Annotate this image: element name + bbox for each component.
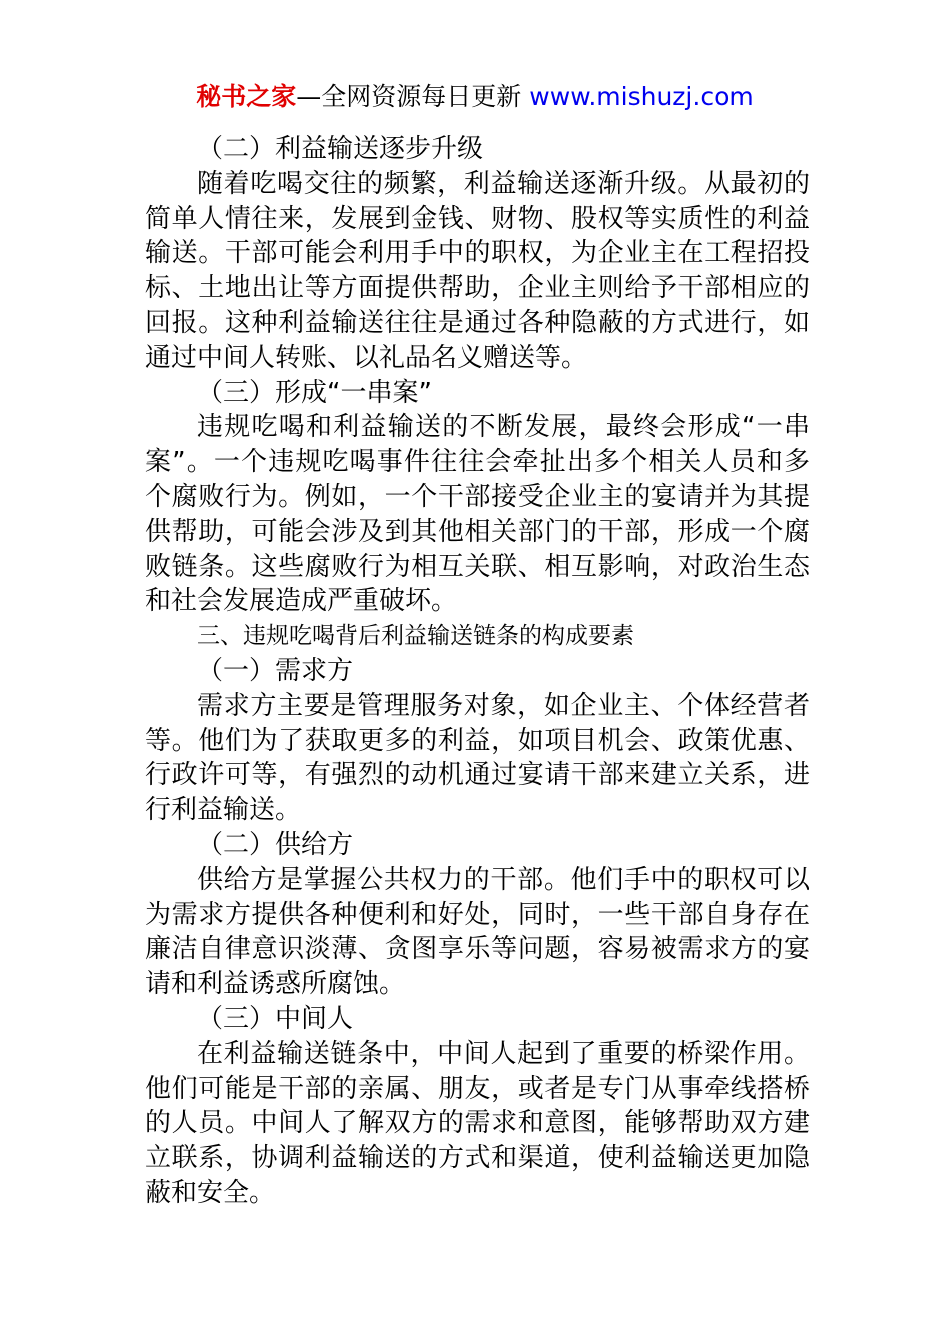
paragraph-line: 随着吃喝交往的频繁，利益输送逐渐升级。从最初的 (197, 168, 810, 199)
paragraph-line: 的人员。中间人了解双方的需求和意图，能够帮助双方建 (145, 1108, 810, 1139)
paragraph-line: 等。他们为了获取更多的利益，如项目机会、政策优惠、 (145, 725, 810, 756)
site-url-link[interactable]: www.mishuzj.com (529, 82, 754, 111)
paragraph-line: 供帮助，可能会涉及到其他相关部门的干部，形成一个腐 (145, 516, 810, 547)
paragraph-line: 标、土地出让等方面提供帮助，企业主则给予干部相应的 (145, 273, 810, 304)
page-header (0, 80, 950, 114)
paragraph-line: 蔽和安全。 (145, 1177, 276, 1208)
section-heading: 三、违规吃喝背后利益输送链条的构成要素 (197, 623, 634, 650)
paragraph-line: 输送。干部可能会利用手中的职权，为企业主在工程招投 (145, 238, 810, 269)
subsection-heading: （一）需求方 (197, 655, 354, 686)
paragraph-line: 违规吃喝和利益输送的不断发展，最终会形成“一串 (197, 412, 810, 443)
subsection-heading: （三）中间人 (197, 1003, 354, 1034)
paragraph-line: 在利益输送链条中，中间人起到了重要的桥梁作用。 (197, 1038, 810, 1069)
paragraph (145, 863, 810, 1002)
paragraph-line: 行政许可等，有强烈的动机通过宴请干部来建立关系，进 (145, 760, 810, 791)
site-brand: 秘书之家 (196, 82, 297, 111)
paragraph-line: 立联系，协调利益输送的方式和渠道，使利益输送更加隐 (145, 1143, 810, 1174)
subsection-heading: （三）形成“一串案” (197, 377, 432, 408)
paragraph (145, 167, 810, 376)
paragraph-line: 回报。这种利益输送往往是通过各种隐蔽的方式进行，如 (145, 307, 810, 338)
paragraph-line: 个腐败行为。例如，一个干部接受企业主的宴请并为其提 (145, 481, 810, 512)
paragraph-line: 简单人情往来，发展到金钱、财物、股权等实质性的利益 (145, 203, 810, 234)
subsection-heading: （二）供给方 (197, 829, 354, 860)
paragraph (145, 1037, 810, 1211)
site-tagline: —全网资源每日更新 (296, 82, 522, 111)
paragraph (145, 689, 810, 828)
paragraph-line: 需求方主要是管理服务对象，如企业主、个体经营者 (197, 690, 810, 721)
document-body (145, 132, 810, 1211)
paragraph-line: 请和利益诱惑所腐蚀。 (145, 969, 406, 1000)
paragraph-line: 为需求方提供各种便利和好处，同时，一些干部自身存在 (145, 899, 810, 930)
subsection-heading: （二）利益输送逐步升级 (197, 134, 484, 164)
paragraph-line: 他们可能是干部的亲属、朋友，或者是专门从事牵线搭桥 (145, 1073, 810, 1104)
paragraph-line: 通过中间人转账、以礼品名义赠送等。 (145, 342, 588, 373)
paragraph-line: 和社会发展造成严重破坏。 (145, 586, 458, 617)
paragraph-line: 败链条。这些腐败行为相互关联、相互影响，对政治生态 (145, 551, 810, 582)
paragraph-line: 案”。一个违规吃喝事件往往会牵扯出多个相关人员和多 (145, 447, 810, 478)
paragraph-line: 廉洁自律意识淡薄、贪图享乐等问题，容易被需求方的宴 (145, 934, 810, 965)
paragraph-line: 行利益输送。 (145, 795, 302, 826)
paragraph (145, 410, 810, 619)
paragraph-line: 供给方是掌握公共权力的干部。他们手中的职权可以 (197, 864, 810, 895)
